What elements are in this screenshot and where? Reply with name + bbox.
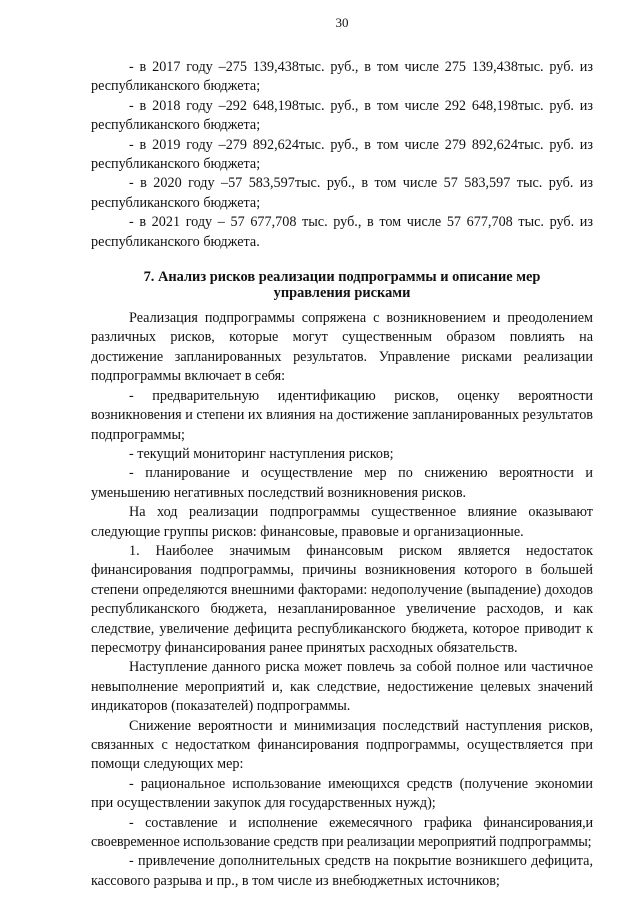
list-item-monitoring: - текущий мониторинг наступления рисков;: [129, 445, 394, 462]
budget-line-2018: - в 2018 году –292 648,198тыс. руб., в том числе 292 648,198тыс. руб. из республиканского бюджета;: [91, 97, 593, 134]
section-heading: [91, 269, 593, 301]
list-item-identification: - предварительную идентификацию рисков, оценку вероятности возникновения и степени их влияния на достижение запланированных результатов подпрограммы;: [91, 387, 593, 443]
budget-list: [91, 58, 593, 252]
budget-line-2019: - в 2019 году –279 892,624тыс. руб., в том числе 279 892,624тыс. руб. из республиканского бюджета;: [91, 136, 593, 173]
list-item-schedule: - составление и исполнение ежемесячного графика финансирования,и своевременное использование средств при реализации мероприятий подпрограммы;: [91, 814, 593, 851]
paragraph-mitigation: Снижение вероятности и минимизация последствий наступления рисков, связанных с недостатком финансирования подпрограммы, осуществляется при помощи следующих мер:: [91, 717, 593, 773]
section-heading-line-1: 7. Анализ рисков реализации подпрограммы и описание мер: [143, 269, 541, 286]
budget-line-2017: - в 2017 году –275 139,438тыс. руб., в том числе 275 139,438тыс. руб. из республиканского бюджета;: [91, 59, 593, 95]
section-body: [91, 309, 593, 891]
paragraph-risk-groups: На ход реализации подпрограммы существенное влияние оказывают следующие группы рисков: финансовые, правовые и организационные.: [91, 504, 593, 540]
page-number: 30: [335, 15, 349, 30]
paragraph-risk-consequences: Наступление данного риска может повлечь за собой полное или частичное невыполнение мероприятий и, как следствие, недостижение целевых значений индикаторов (показателей) подпрограммы.: [91, 659, 593, 715]
paragraph-financial-risk: 1. Наиболее значимым финансовым риском является недостаток финансирования подпрограммы, причины возникновения которого в большей степени определяются внешними факторами: недополучение (выпадение) доходов республиканского бюджета, незапланированное увеличение расходов, и как следствие, увеличение дефицита республиканского бюджета, которое приводит к пересмотру финансирования ранее принятых расходных обязательств.: [91, 542, 593, 656]
budget-line-2021: - в 2021 году – 57 677,708 тыс. руб., в том числе 57 677,708 тыс. руб. из республиканского бюджета.: [91, 214, 593, 250]
list-item-additional-funds: - привлечение дополнительных средств на покрытие возникшего дефицита, кассового разрыва и пр., в том числе из внебюджетных источников;: [91, 853, 593, 889]
budget-line-2020: - в 2020 году –57 583,597тыс. руб., в том числе 57 583,597 тыс. руб. из республиканского бюджета;: [91, 175, 593, 211]
list-item-planning: - планирование и осуществление мер по снижению вероятности и уменьшению негативных последствий возникновения рисков.: [91, 465, 593, 501]
section-heading-line-2: управления рисками: [273, 285, 411, 302]
list-item-rational-use: - рациональное использование имеющихся средств (получение экономии при осуществлении закупок для государственных нужд);: [91, 775, 593, 812]
paragraph-intro: Реализация подпрограммы сопряжена с возникновением и преодолением различных рисков, которые могут существенным образом повлиять на достижение запланированных результатов. Управление рисками реализации подпрограммы включает в себя:: [91, 310, 593, 385]
